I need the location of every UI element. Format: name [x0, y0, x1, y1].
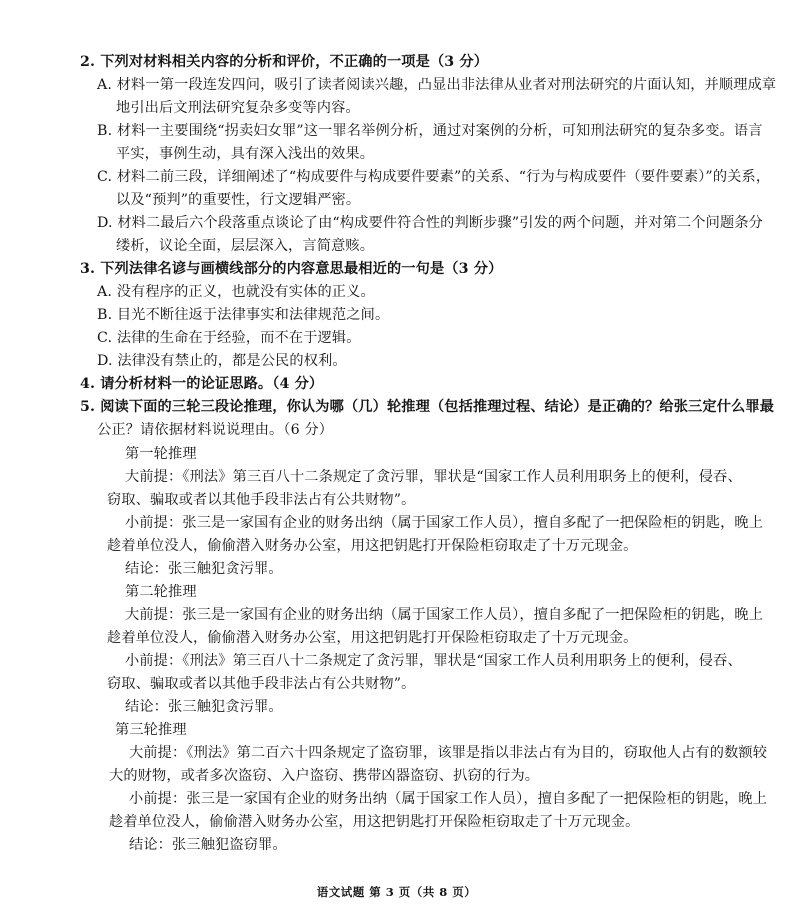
- text-line: D. 材料二最后六个段落重点谈论了由“构成要件符合性的判断步骤”引发的两个问题，并对第二个问题条分: [97, 215, 763, 231]
- text-line: 第三轮推理: [115, 722, 187, 738]
- text-line: D. 法律没有禁止的，都是公民的权利。: [97, 353, 347, 369]
- text-line: A. 材料一第一段连发四问，吸引了读者阅读兴趣，凸显出非法律从业者对刑法研究的片面认知，并顺理成章: [97, 77, 777, 93]
- text-line: 大前提：《刑法》第三百八十二条规定了贪污罪，罪状是“国家工作人员利用职务上的便利，侵吞、: [125, 469, 742, 485]
- text-line: 窃取、骗取或者以其他手段非法占有公共财物”。: [107, 492, 416, 508]
- text-line: 公正？请依据材料说说理由。（6 分）: [97, 422, 334, 438]
- question-line: 5. 阅读下面的三轮三段论推理，你认为哪（几）轮推理（包括推理过程、结论）是正确的？给张三定什么罪最: [80, 399, 775, 415]
- question-line: 4. 请分析材料一的论证思路。（4 分）: [80, 376, 324, 392]
- question-line: 3. 下列法律名谚与画横线部分的内容意思最相近的一句是（3 分）: [80, 261, 503, 277]
- text-line: 第一轮推理: [125, 446, 197, 462]
- text-line: 趁着单位没人，偷偷潜入财务办公室，用这把钥匙打开保险柜窃取走了十万元现金。: [107, 630, 638, 646]
- text-line: B. 目光不断往返于法律事实和法律规范之间。: [97, 307, 390, 323]
- text-line: 大的财物，或者多次盗窃、入户盗窃、携带凶器盗窃、扒窃的行为。: [109, 768, 540, 784]
- text-line: 小前提：张三是一家国有企业的财务出纳（属于国家工作人员），擅自多配了一把保险柜的钥匙，晚上: [129, 791, 768, 807]
- question-line: 2. 下列对材料相关内容的分析和评价，不正确的一项是（3 分）: [80, 54, 489, 70]
- text-line: 小前提：《刑法》第三百八十二条规定了贪污罪，罪状是“国家工作人员利用职务上的便利，侵吞、: [125, 653, 742, 669]
- text-line: 大前提：张三是一家国有企业的财务出纳（属于国家工作人员），擅自多配了一把保险柜的钥匙，晚上: [125, 607, 764, 623]
- text-line: 趁着单位没人，偷偷潜入财务办公室，用这把钥匙打开保险柜窃取走了十万元现金。: [107, 538, 638, 554]
- text-line: 小前提：张三是一家国有企业的财务出纳（属于国家工作人员），擅自多配了一把保险柜的钥匙，晚上: [125, 515, 764, 531]
- text-line: C. 材料二前三段，详细阐述了“构成要件与构成要件要素”的关系、“行为与构成要件（要件要素）”的关系，: [97, 169, 771, 185]
- text-line: 窃取、骗取或者以其他手段非法占有公共财物”。: [107, 676, 416, 692]
- text-line: 第二轮推理: [125, 584, 197, 600]
- text-line: 地引出后文刑法研究复杂多变等内容。: [116, 100, 360, 116]
- text-line: B. 材料一主要围绕“拐卖妇女罪”这一罪名举例分析，通过对案例的分析，可知刑法研究的复杂多变。语言: [97, 123, 763, 139]
- text-line: 结论：张三触犯贪污罪。: [125, 561, 283, 577]
- page-footer: 语文试题 第 3 页（共 8 页）: [316, 885, 477, 899]
- text-line: 大前提：《刑法》第二百六十四条规定了盗窃罪，该罪是指以非法占有为目的，窃取他人占有的数额较: [129, 745, 768, 761]
- text-line: A. 没有程序的正义，也就没有实体的正义。: [97, 284, 375, 300]
- text-line: 平实，事例生动，具有深入浅出的效果。: [116, 146, 375, 162]
- text-line: 以及“预判”的重要性，行文逻辑严密。: [116, 192, 361, 208]
- text-line: 趁着单位没人，偷偷潜入财务办公室，用这把钥匙打开保险柜窃取走了十万元现金。: [109, 814, 640, 830]
- text-line: 结论：张三触犯盗窃罪。: [129, 837, 287, 853]
- text-line: 缕析，议论全面，层层深入，言简意赅。: [116, 238, 375, 254]
- text-line: 结论：张三触犯贪污罪。: [125, 699, 283, 715]
- text-line: C. 法律的生命在于经验，而不在于逻辑。: [97, 330, 361, 346]
